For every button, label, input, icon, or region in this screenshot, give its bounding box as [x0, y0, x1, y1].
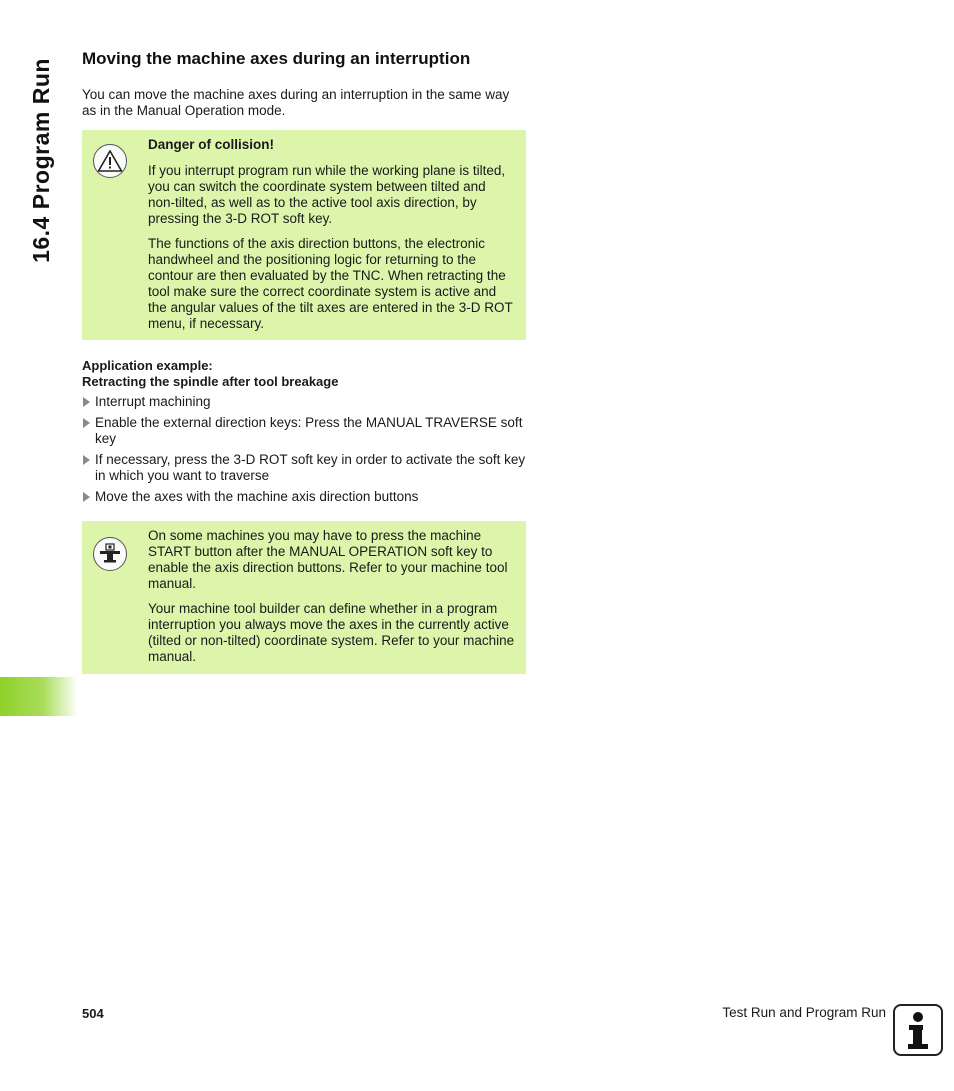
section-title: Moving the machine axes during an interruption	[82, 49, 471, 68]
page-number: 504	[82, 1006, 104, 1021]
machine-tool-icon	[93, 537, 127, 571]
step-item	[82, 415, 526, 447]
step-text: Interrupt machining	[95, 394, 211, 409]
arrow-right-icon	[83, 397, 90, 407]
machine-note-paragraph: Your machine tool builder can define whether in a program interruption you always move the axes in the currently active (tilted or non-tilted) coordinate system. Refer to your machine manual.	[148, 601, 515, 664]
arrow-right-icon	[83, 455, 90, 465]
chapter-side-title	[22, 45, 60, 275]
danger-note-heading: Danger of collision!	[148, 137, 275, 152]
danger-note	[82, 130, 526, 340]
danger-note-paragraph: If you interrupt program run while the working plane is tilted, you can switch the coordinate system between tilted and non-tilted, as well as to the active tool axis direction, by pressing the 3-D ROT soft key.	[148, 163, 506, 226]
info-icon	[893, 1004, 943, 1056]
step-text: If necessary, press the 3-D ROT soft key in order to activate the soft key in which you want to traverse	[95, 452, 526, 483]
step-text: Enable the external direction keys: Press the MANUAL TRAVERSE soft key	[95, 415, 523, 446]
machine-note	[82, 521, 526, 674]
chapter-side-title-text: 16.4 Program Run	[27, 57, 54, 263]
step-item	[82, 489, 526, 505]
application-example-subtitle: Retracting the spindle after tool breakage	[82, 374, 339, 389]
footer-chapter-title: Test Run and Program Run	[722, 1005, 886, 1020]
chapter-tab-marker	[0, 677, 78, 716]
danger-note-paragraph: The functions of the axis direction buttons, the electronic handwheel and the positioning logic for returning to the contour are then evaluated by the TNC. When retracting the tool make sure the correct coordinate system is active and the angular values of the tilt axes are entered in the 3-D ROT menu, if necessary.	[148, 236, 513, 331]
procedure-steps	[82, 394, 526, 510]
application-example-heading	[82, 358, 338, 390]
step-item	[82, 452, 526, 484]
step-item	[82, 394, 526, 410]
step-text: Move the axes with the machine axis direction buttons	[95, 489, 419, 504]
machine-note-paragraph: On some machines you may have to press the machine START button after the MANUAL OPERATION soft key to enable the axis direction buttons. Refer to your machine tool manual.	[148, 528, 508, 591]
arrow-right-icon	[83, 418, 90, 428]
intro-paragraph: You can move the machine axes during an interruption in the same way as in the Manual Operation mode.	[82, 87, 510, 118]
application-example-label: Application example:	[82, 358, 213, 373]
warning-triangle-icon	[93, 144, 127, 178]
arrow-right-icon	[83, 492, 90, 502]
